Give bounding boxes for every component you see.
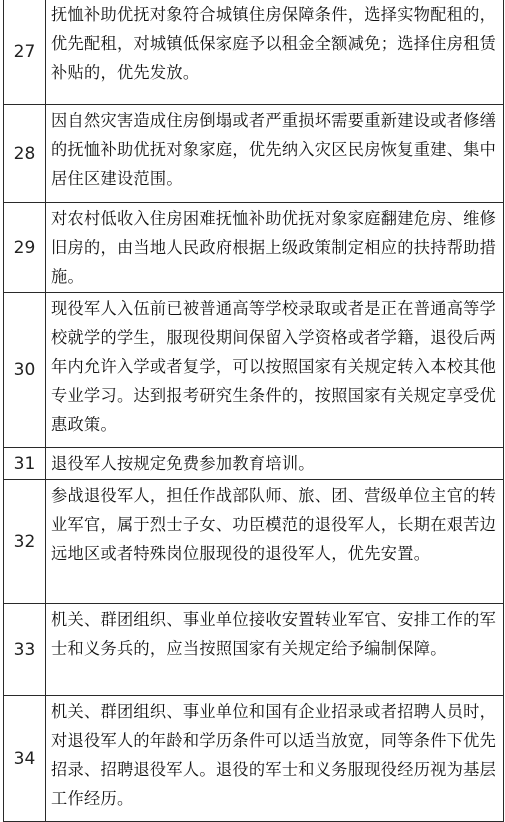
table-row <box>4 480 504 604</box>
row-text: 机关、群团组织、事业单位接收安置转业军官、安排工作的军士和义务兵的，应当按照国家有关规定给予编制保障。 <box>46 604 504 696</box>
row-text: 机关、群团组织、事业单位和国有企业招录或者招聘人员时，对退役军人的年龄和学历条件可以适当放宽，同等条件下优先招录、招聘退役军人。退役的军士和义务服现役经历视为基层工作经历。 <box>46 696 504 822</box>
row-text: 因自然灾害造成住房倒塌或者严重损坏需要重新建设或者修缮的抚恤补助优抚对象家庭，优先纳入灾区民房恢复重建、集中居住区建设范围。 <box>46 105 504 203</box>
policy-table <box>3 0 504 822</box>
row-text: 对农村低收入住房困难抚恤补助优抚对象家庭翻建危房、维修旧房的，由当地人民政府根据上级政策制定相应的扶持帮助措施。 <box>46 203 504 293</box>
table-row <box>4 0 504 105</box>
row-number: 32 <box>4 480 46 604</box>
row-number: 31 <box>4 448 46 480</box>
row-number: 33 <box>4 604 46 696</box>
row-number: 28 <box>4 105 46 203</box>
table-row <box>4 105 504 203</box>
table-row <box>4 696 504 822</box>
row-text: 抚恤补助优抚对象符合城镇住房保障条件，选择实物配租的，优先配租，对城镇低保家庭予以租金全额减免；选择住房租赁补贴的，优先发放。 <box>46 0 504 105</box>
table-row <box>4 203 504 293</box>
table-row <box>4 293 504 448</box>
row-number: 34 <box>4 696 46 822</box>
row-number: 29 <box>4 203 46 293</box>
table-row <box>4 448 504 480</box>
row-text: 参战退役军人，担任作战部队师、旅、团、营级单位主官的转业军官，属于烈士子女、功臣模范的退役军人，长期在艰苦边远地区或者特殊岗位服现役的退役军人，优先安置。 <box>46 480 504 604</box>
row-number: 30 <box>4 293 46 448</box>
table-row <box>4 604 504 696</box>
row-text: 退役军人按规定免费参加教育培训。 <box>46 448 504 480</box>
row-text: 现役军人入伍前已被普通高等学校录取或者是正在普通高等学校就学的学生，服现役期间保留入学资格或者学籍，退役后两年内允许入学或者复学，可以按照国家有关规定转入本校其他专业学习。达到报考研究生条件的，按照国家有关规定享受优惠政策。 <box>46 293 504 448</box>
row-number: 27 <box>4 0 46 105</box>
